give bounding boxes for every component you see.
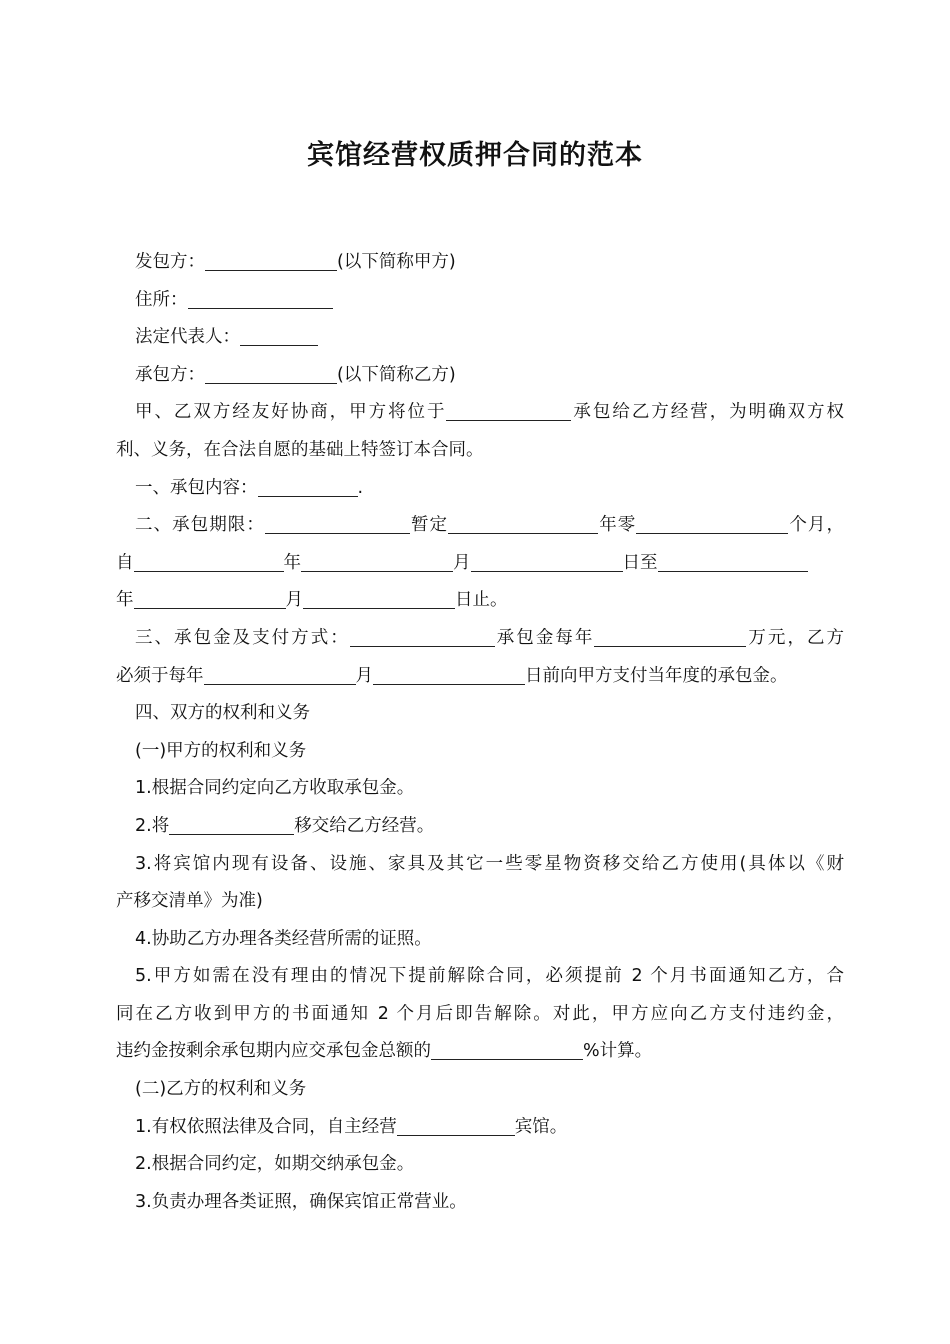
- month-text: 月: [285, 590, 303, 611]
- pay-deadline-text: 日前向甲方支付当年度的承包金。: [525, 665, 788, 686]
- months-blank: [636, 515, 788, 534]
- party-a-label: 发包方：: [135, 252, 205, 272]
- clause-a4: 4.协助乙方办理各类经营所需的证照。: [135, 928, 432, 949]
- clause-a2-text-b: 移交给乙方经营。: [294, 815, 435, 836]
- party-b-note: (以下简称乙方): [337, 364, 456, 385]
- section-1-label: 一、承包内容：: [135, 477, 258, 498]
- section-2-line-3: [116, 582, 844, 620]
- term-blank: [265, 515, 410, 534]
- clause-a5-line-2: 同在乙方收到甲方的书面通知 2 个月后即告解除。对此，甲方应向乙方支付违约金，: [116, 1003, 844, 1024]
- location-blank: [446, 402, 571, 421]
- intro-text-a: 甲、乙双方经友好协商，甲方将位于: [135, 402, 447, 423]
- wan-yuan-text: 万元，乙方: [746, 627, 844, 648]
- address-line: [116, 282, 844, 320]
- months-text: 个月，: [788, 515, 844, 536]
- clause-b1-text-a: 1.有权依照法律及合同，自主经营: [135, 1116, 397, 1137]
- end-year-blank-a: [658, 553, 808, 572]
- clause-a5-line-3: [116, 1033, 844, 1071]
- section-4-heading: 四、双方的权利和义务: [135, 703, 310, 724]
- percent-text: %计算。: [583, 1041, 653, 1062]
- clause-a5-text: 违约金按剩余承包期内应交承包金总额的: [116, 1041, 431, 1062]
- month-text: 月: [453, 552, 471, 573]
- clause-b1: [116, 1109, 844, 1147]
- section-3-line-2: [116, 658, 844, 696]
- years-blank: [448, 515, 598, 534]
- representative-blank: [240, 327, 318, 346]
- years-and-text: 年零: [598, 515, 637, 536]
- clause-b3: 3.负责办理各类证照，确保宾馆正常营业。: [135, 1191, 467, 1212]
- section-2-line-1: [116, 507, 844, 545]
- representative-label: 法定代表人：: [135, 327, 240, 348]
- party-a-note: (以下简称甲方): [337, 252, 456, 272]
- start-month-blank: [301, 553, 453, 572]
- tentative-text: 暂定: [409, 515, 449, 536]
- address-blank: [188, 290, 333, 309]
- party-b-blank: [205, 365, 337, 384]
- penalty-percent-blank: [431, 1041, 583, 1060]
- clause-a2: [116, 808, 844, 846]
- end-month-blank: [134, 590, 286, 609]
- every-year-text: 必须于每年: [116, 665, 204, 686]
- contract-body: [116, 244, 844, 1221]
- handover-blank: [169, 816, 294, 835]
- pay-day-blank: [373, 666, 525, 685]
- content-blank: [258, 478, 358, 497]
- document-title: 宾馆经营权质押合同的范本: [307, 140, 643, 171]
- clause-b2: 2.根据合同约定，如期交纳承包金。: [135, 1154, 415, 1175]
- clause-a1: 1.根据合同约定向乙方收取承包金。: [135, 778, 415, 799]
- clause-a2-text-a: 2.将: [135, 815, 170, 836]
- clause-a3-line-2: 产移交清单》为准): [116, 891, 263, 912]
- party-b-label: 承包方：: [135, 364, 205, 385]
- year-text: 年: [116, 590, 134, 611]
- year-text: 年: [283, 552, 301, 573]
- clause-b1-text-b: 宾馆。: [514, 1116, 568, 1137]
- intro-text-b: 承包给乙方经营，为明确双方权: [571, 402, 844, 423]
- section-2-line-2: [116, 545, 844, 583]
- clause-a5-line-1: 5.甲方如需在没有理由的情况下提前解除合同，必须提前 2 个月书面通知乙方，合: [135, 966, 844, 987]
- payment-method-blank: [350, 628, 495, 647]
- hotel-name-blank: [397, 1117, 515, 1136]
- address-label: 住所：: [135, 289, 188, 310]
- annual-fee-blank: [594, 628, 746, 647]
- section-1-end: .: [357, 477, 364, 498]
- month-text: 月: [355, 665, 373, 686]
- section-3-label: 三、承包金及支付方式：: [135, 627, 350, 648]
- section-2-label: 二、承包期限：: [135, 515, 265, 536]
- from-text: 自: [116, 552, 134, 573]
- party-a-blank: [205, 252, 337, 271]
- representative-line: [116, 319, 844, 357]
- start-day-blank: [471, 553, 623, 572]
- party-a-line: [116, 244, 844, 282]
- day-end-text: 日止。: [455, 590, 508, 611]
- intro-line-2: 利、义务，在合法自愿的基础上特签订本合同。: [116, 439, 484, 460]
- intro-line-1: [116, 394, 844, 432]
- subsection-2-heading: (二)乙方的权利和义务: [135, 1079, 307, 1100]
- subsection-1-heading: (一)甲方的权利和义务: [135, 740, 307, 761]
- clause-a3-line-1: 3.将宾馆内现有设备、设施、家具及其它一些零星物资移交给乙方使用(具体以《财: [135, 853, 844, 874]
- annual-fee-text: 承包金每年: [494, 627, 595, 648]
- pay-month-blank: [204, 666, 356, 685]
- end-day-blank: [303, 590, 455, 609]
- section-3-line-1: [116, 620, 844, 658]
- section-1-line: [116, 470, 844, 508]
- party-b-line: [116, 357, 844, 395]
- day-to-text: 日至: [622, 552, 658, 573]
- start-year-blank: [134, 553, 284, 572]
